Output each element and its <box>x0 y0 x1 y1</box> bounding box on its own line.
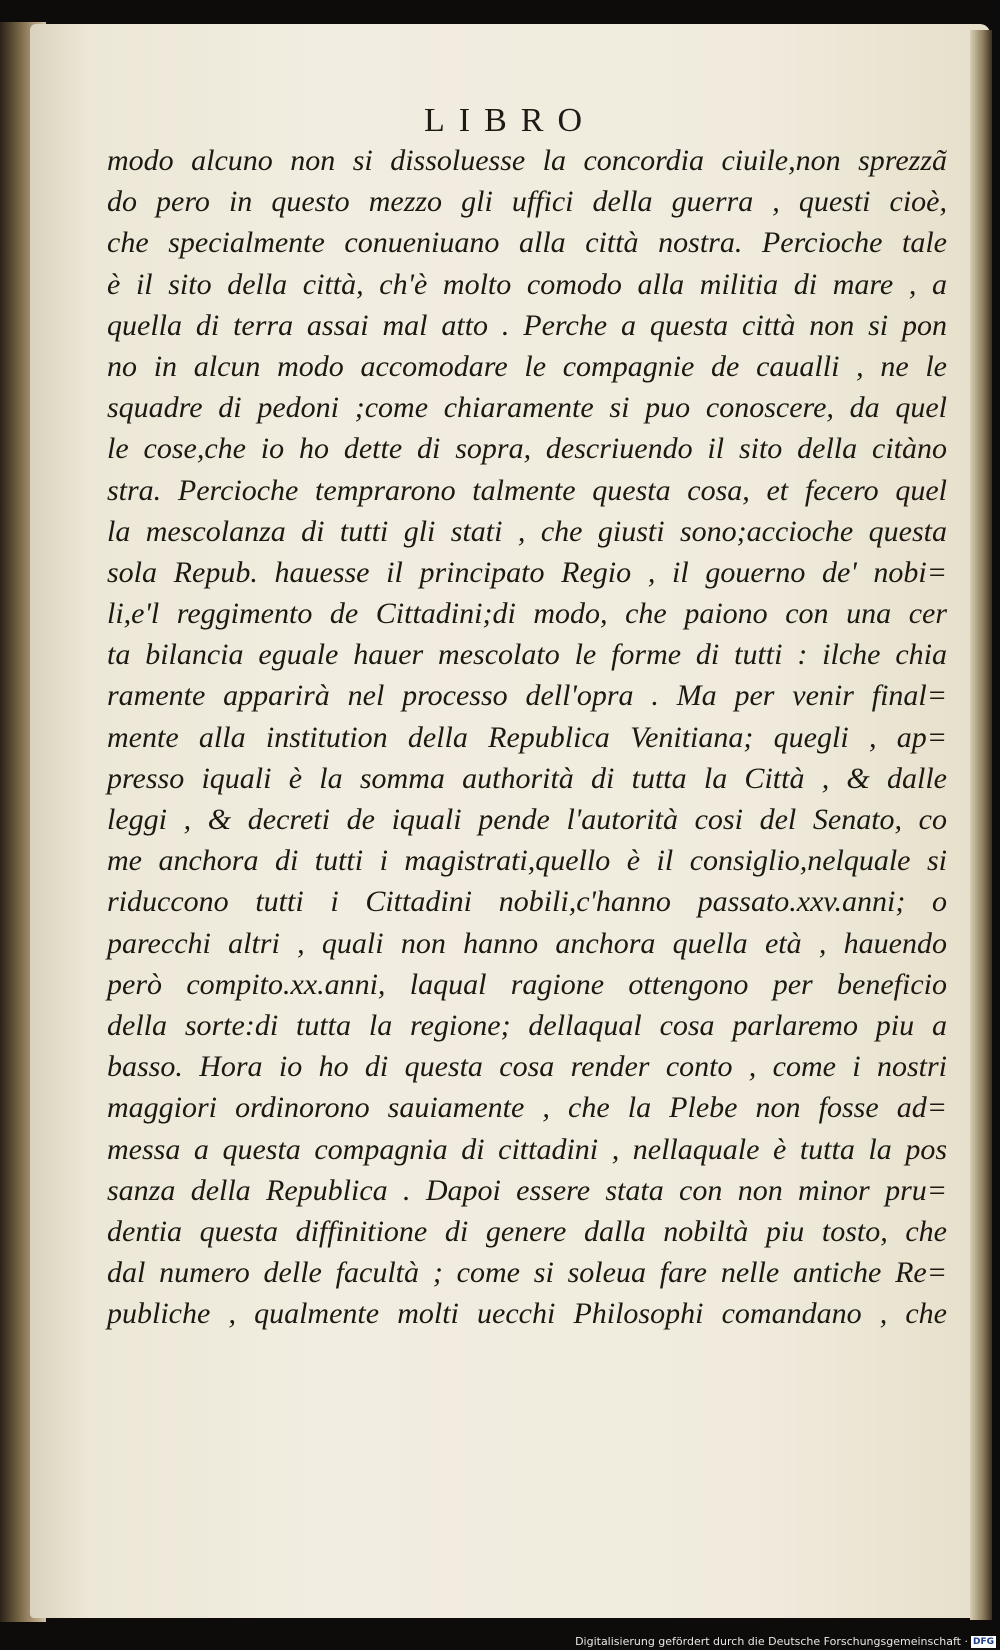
page-fore-edge <box>970 30 992 1620</box>
page-text <box>107 140 947 1334</box>
text-line: basso. Hora io ho di questa cosa render conto , come i nostri <box>107 1050 947 1084</box>
text-line: quella di terra assai mal atto . Perche a questa città non si pon <box>107 308 947 342</box>
dfg-logo-icon: DFG <box>972 1636 994 1647</box>
text-line: parecchi altri , quali non hanno anchora quella età , hauendo <box>107 926 947 960</box>
text-line: la mescolanza di tutti gli stati , che giusti sono;accioche questa <box>107 514 947 548</box>
text-line: li,e'l reggimento de Cittadini;di modo, che paiono con una cer <box>107 597 947 631</box>
text-line: riduccono tutti i Cittadini nobili,c'hanno passato.xxv.anni; o <box>107 885 947 919</box>
text-line: ramente apparirà nel processo dell'opra . Ma per venir final= <box>107 679 947 713</box>
text-line: è il sito della città, ch'è molto comodo alla militia di mare , a <box>107 267 947 301</box>
text-line: mente alla institution della Republica Venitiana; quegli , ap= <box>107 720 947 754</box>
text-line: dal numero delle facultà ; come si soleua fare nelle antiche Re= <box>107 1256 947 1290</box>
text-line: messa a questa compagnia di cittadini , nellaquale è tutta la pos <box>107 1132 947 1166</box>
text-line: della sorte:di tutta la regione; dellaqual cosa parlaremo piu a <box>107 1008 947 1042</box>
digitization-credit <box>575 1635 996 1648</box>
text-line: no in alcun modo accomodare le compagnie de caualli , ne le <box>107 349 947 383</box>
text-line: presso iquali è la somma authorità di tutta la Città , & dalle <box>107 761 947 795</box>
text-line: sanza della Republica . Dapoi essere stata con non minor pru= <box>107 1173 947 1207</box>
text-line: sola Repub. hauesse il principato Regio , il gouerno de' nobi= <box>107 555 947 589</box>
text-line: ta bilancia eguale hauer mescolato le forme di tutti : ilche chia <box>107 638 947 672</box>
text-line: squadre di pedoni ;come chiaramente si puo conoscere, da quel <box>107 391 947 425</box>
text-line: me anchora di tutti i magistrati,quello è il consiglio,nelquale si <box>107 844 947 878</box>
text-line: però compito.xx.anni, laqual ragione ottengono per beneficio <box>107 967 947 1001</box>
text-line: modo alcuno non si dissoluesse la concordia ciuile,non sprezzã <box>107 144 947 177</box>
credit-text: Digitalisierung gefördert durch die Deutsche Forschungsgemeinschaft · <box>575 1635 968 1648</box>
running-head: LIBRO <box>424 102 596 139</box>
text-line: stra. Percioche temprarono talmente questa cosa, et fecero quel <box>107 473 947 507</box>
text-line: che specialmente conueniuano alla città nostra. Percioche tale <box>107 226 947 260</box>
text-line: do pero in questo mezzo gli uffici della guerra , questi cioè, <box>107 185 947 219</box>
text-line: dentia questa diffinitione di genere dalla nobiltà piu tosto, che <box>107 1214 947 1248</box>
text-line: publiche , qualmente molti uecchi Philosophi comandano , che <box>107 1297 947 1331</box>
text-line: maggiori ordinorono sauiamente , che la Plebe non fosse ad= <box>107 1091 947 1125</box>
text-line: leggi , & decreti de iquali pende l'autorità cosi del Senato, co <box>107 803 947 836</box>
text-line: le cose,che io ho dette di sopra, descriuendo il sito della citàno <box>107 432 947 466</box>
